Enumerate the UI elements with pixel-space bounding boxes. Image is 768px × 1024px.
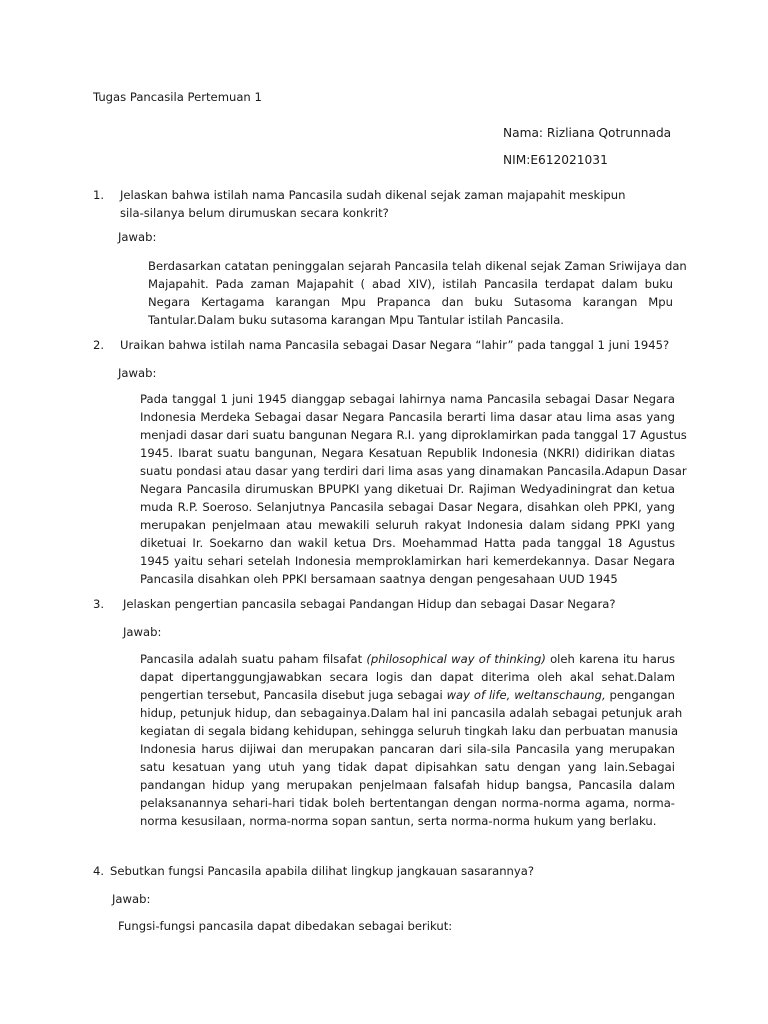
answer-line: pandangan hidup yang merupakan penjelmaan falsafah hidup bangsa, Pancasila dalam [140,778,675,792]
question-3-number: 3. [93,597,105,611]
student-name: Nama: Rizliana Qotrunnada [503,126,672,140]
answer-line: Negara Pancasila dirumuskan BPUPKI yang diketuai Dr. Rajiman Wedyadiningrat dan ketua [140,482,675,496]
student-nim: NIM:E612021031 [503,153,608,167]
answer-line: muda R.P. Soeroso. Selanjutnya Pancasila sebagai Dasar Negara, disahkan oleh PPKI, yang [140,500,675,514]
question-4-text: Sebutkan fungsi Pancasila apabila dilihat lingkup jangkauan sasarannya? [110,864,535,878]
answer-line: suatu pondasi atau dasar yang terdiri dari lima asas yang dinamakan Pancasila.Adapun Dasar [140,464,687,478]
question-3-jawab: Jawab: [123,625,162,639]
answer-line: pelaksanannya sehari-hari tidak boleh bertentangan dengan norma-norma agama, norma- [140,796,675,810]
italic-phrase: way of life, weltanschaung, [446,688,606,702]
question-3-text: Jelaskan pengertian pancasila sebagai Pandangan Hidup dan sebagai Dasar Negara? [123,597,616,611]
question-4-number: 4. [93,864,105,878]
question-1-number: 1. [93,188,105,202]
question-2-number: 2. [93,338,105,352]
answer-line: Indonesia harus dijiwai dan merupakan pancaran dari sila-sila Pancasila yang merupakan [140,742,675,756]
question-4-answer: Fungsi-fungsi pancasila dapat dibedakan sebagai berikut: [118,919,453,933]
answer-line: Berdasarkan catatan peninggalan sejarah Pancasila telah dikenal sejak Zaman Sriwijaya dan [148,259,687,273]
answer-line: hidup, petunjuk hidup, dan sebagainya.Dalam hal ini pancasila adalah sebagai petunjuk arah [140,706,683,720]
question-1-text-line-1: Jelaskan bahwa istilah nama Pancasila sudah dikenal sejak zaman majapahit meskipun [120,188,626,202]
answer-line: Tantular.Dalam buku sutasoma karangan Mpu Tantular istilah Pancasila. [148,313,564,327]
answer-line: menjadi dasar dari suatu bangunan Negara R.I. yang diproklamirkan pada tanggal 17 Agustus [140,428,687,442]
answer-line: pengertian tersebut, Pancasila disebut juga sebagai way of life, weltanschaung, pengangan [140,688,675,702]
answer-line: Majapahit. Pada zaman Majapahit ( abad XIV), istilah Pancasila terdapat dalam buku [148,277,673,291]
question-1-text-line-2: sila-silanya belum dirumuskan secara konkrit? [120,206,389,220]
document-title: Tugas Pancasila Pertemuan 1 [93,90,262,104]
answer-line: merupakan penjelmaan atau mewakili seluruh rakyat Indonesia dalam sidang PPKI yang [140,518,675,532]
answer-line: dapat dipertanggungjawabkan secara logis dan dapat diterima oleh akal sehat.Dalam [140,670,675,684]
answer-line: norma kesusilaan, norma-norma sopan santun, serta norma-norma hukum yang berlaku. [140,814,657,828]
question-1-jawab: Jawab: [118,230,157,244]
answer-line: Indonesia Merdeka Sebagai dasar Negara Pancasila berarti lima dasar atau lima asas yang [140,410,675,424]
answer-line: diketuai Ir. Soekarno dan wakil ketua Drs. Moehammad Hatta pada tanggal 18 Agustus [140,536,675,550]
question-2-jawab: Jawab: [118,366,157,380]
question-3-answer [140,650,683,830]
answer-line: Pada tanggal 1 juni 1945 dianggap sebagai lahirnya nama Pancasila sebagai Dasar Negara [140,392,675,406]
answer-line: satu kesatuan yang utuh yang tidak dapat dipisahkan satu dengan yang lain.Sebagai [140,760,675,774]
question-2-answer [140,390,687,588]
italic-phrase: (philosophical way of thinking) [366,652,546,666]
answer-line: 1945. Ibarat suatu bangunan, Negara Kesatuan Republik Indonesia (NKRI) didirikan diatas [140,446,675,460]
answer-line: 1945 yaitu sehari setelah Indonesia memproklamirkan hari kemerdekannya. Dasar Negara [140,554,675,568]
question-2-text: Uraikan bahwa istilah nama Pancasila sebagai Dasar Negara “lahir” pada tanggal 1 juni 1945? [120,338,670,352]
answer-line: kegiatan di segala bidang kehidupan, sehingga seluruh tingkah laku dan perbuatan manusia [140,724,679,738]
answer-line: Negara Kertagama karangan Mpu Prapanca dan buku Sutasoma karangan Mpu [148,295,673,309]
question-4-jawab: Jawab: [112,892,151,906]
answer-line: Pancasila adalah suatu paham filsafat (philosophical way of thinking) oleh karena itu harus [140,652,675,666]
question-1-answer [148,257,687,329]
answer-line: Pancasila disahkan oleh PPKI bersamaan saatnya dengan pengesahaan UUD 1945 [140,572,618,586]
